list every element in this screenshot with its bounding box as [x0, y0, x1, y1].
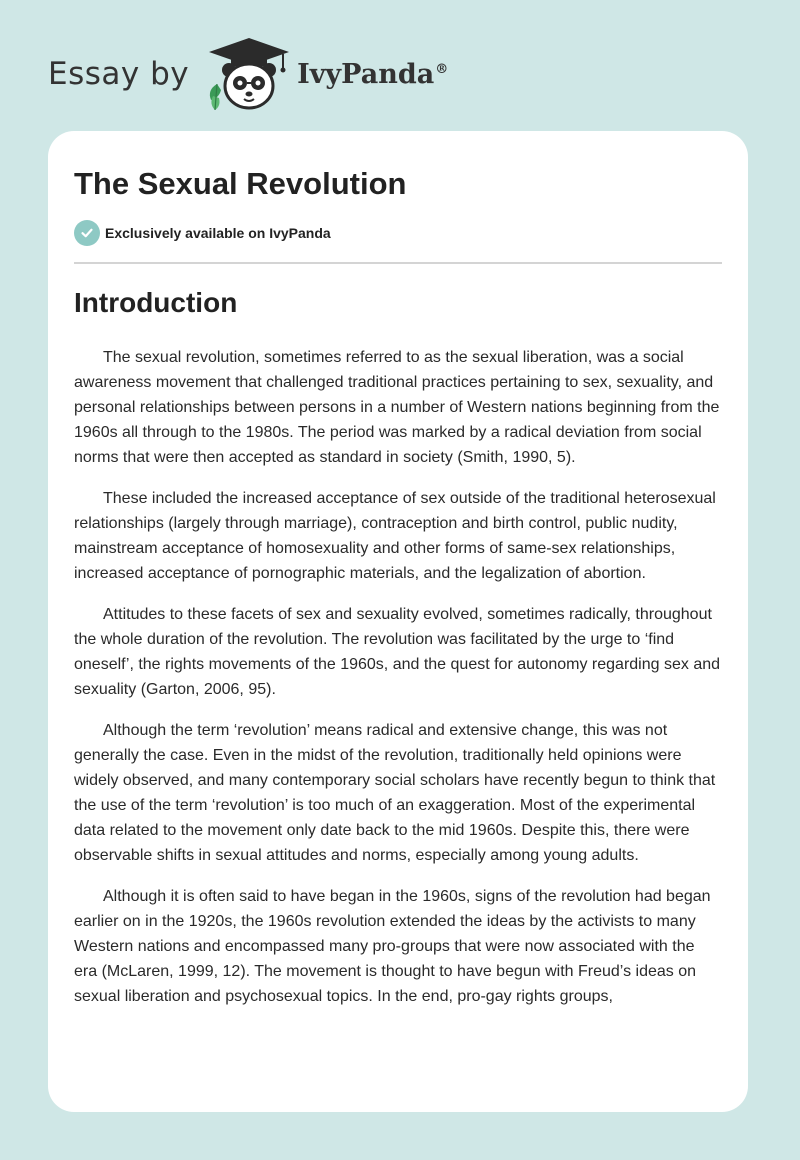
essay-by-label: Essay by	[48, 56, 190, 92]
essay-paragraph: Attitudes to these facets of sex and sexuality evolved, sometimes radically, throughout the whole duration of the revolution. The revolution was facilitated by the urge to ‘find oneself’, the rights movements of the 1960s, and the quest for autonomy regarding sex and sexuality (Garton, 2006, 95).	[74, 606, 721, 698]
brand-name-text: IvyPanda	[297, 58, 435, 90]
site-header	[48, 34, 448, 114]
ivypanda-brand-name[interactable]	[297, 59, 448, 90]
essay-paragraph: Although the term ‘revolution’ means radical and extensive change, this was not generally the case. Even in the midst of the revolution, traditionally held opinions were widely observed, and many contemporary social scholars have recently begun to think that the use of the term ‘revolution’ is too much of an exaggeration. Most of the experimental data related to the movement only date back to the mid 1960s. Despite this, there were observable shifts in sexual attitudes and norms, especially among young adults.	[74, 722, 716, 864]
check-icon	[74, 220, 100, 246]
essay-title: The Sexual Revolution	[74, 166, 407, 201]
essay-paragraph: These included the increased acceptance of sex outside of the traditional heterosexual relationships (largely through marriage), contraception and birth control, public nudity, mainstream acceptance of homosexuality and other forms of same-sex relationships, increased acceptance of pornographic materials, and the legalization of abortion.	[74, 490, 716, 582]
section-heading-introduction: Introduction	[74, 287, 238, 318]
essay-paragraph: The sexual revolution, sometimes referred to as the sexual liberation, was a social awareness movement that challenged traditional practices pertaining to sex, sexuality, and personal relationships between persons in a number of Western nations beginning from the 1960s all through to the 1980s. The period was marked by a radical deviation from social norms that were then accepted as standard in society (Smith, 1990, 5).	[74, 349, 720, 466]
exclusive-badge-label: Exclusively available on IvyPanda	[105, 225, 331, 241]
registered-mark: ®	[435, 61, 449, 77]
title-divider	[74, 262, 722, 264]
essay-card	[48, 131, 748, 1112]
ivypanda-logo-icon[interactable]	[203, 34, 295, 114]
essay-paragraph: Although it is often said to have began in the 1960s, signs of the revolution had began earlier on in the 1920s, the 1960s revolution extended the ideas by the activists to many Western nations and encompassed many pro-groups that were now associated with the era (McLaren, 1999, 12). The movement is thought to have begun with Freud’s ideas on sexual liberation and psychosexual topics. In the end, pro-gay rights groups,	[74, 888, 711, 1005]
exclusive-badge	[74, 220, 722, 246]
essay-body	[74, 345, 722, 1009]
